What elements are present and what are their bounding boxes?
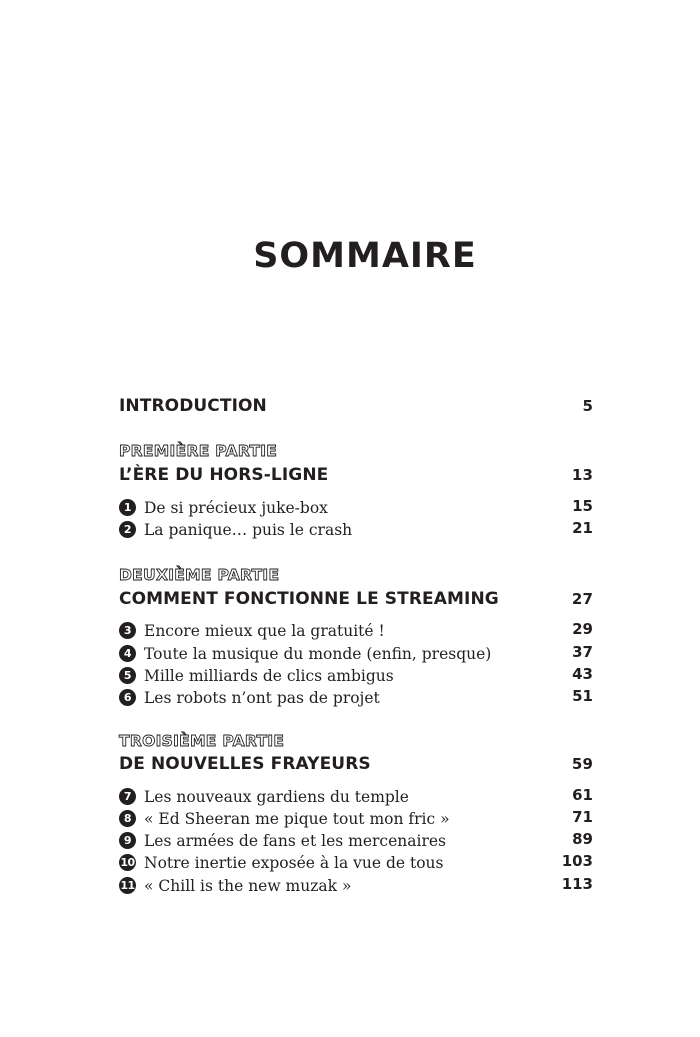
- page-number: 71: [572, 808, 593, 826]
- chapter-title: Les armées de fans et les mercenaires: [144, 831, 446, 850]
- toc-entry-part[interactable]: [119, 754, 593, 774]
- toc-entry-chapter[interactable]: [119, 875, 593, 895]
- page-number: 113: [561, 875, 593, 893]
- toc-entry-chapter[interactable]: [119, 620, 593, 640]
- page-number: 103: [561, 852, 593, 870]
- entry-title: L’ÈRE DU HORS-LIGNE: [119, 465, 329, 485]
- page-number: 61: [572, 786, 593, 804]
- chapter-number-badge: 7: [119, 788, 136, 805]
- chapter-title: Les nouveaux gardiens du temple: [144, 787, 409, 806]
- page-number: 37: [572, 643, 593, 661]
- chapter-number-badge: 6: [119, 689, 136, 706]
- page-number: 43: [572, 665, 593, 683]
- toc-entry-chapter[interactable]: [119, 786, 593, 806]
- chapter-title: Encore mieux que la gratuité !: [144, 621, 385, 640]
- chapter-number-badge: 8: [119, 810, 136, 827]
- page-number: 5: [582, 397, 593, 415]
- page-number: 15: [572, 497, 593, 515]
- toc-entry-part[interactable]: [119, 589, 593, 609]
- chapter-number-badge: 1: [119, 499, 136, 516]
- toc-entry-chapter[interactable]: [119, 687, 593, 707]
- chapter-number-badge: 5: [119, 667, 136, 684]
- chapter-title: La panique… puis le crash: [144, 520, 353, 539]
- entry-title: DE NOUVELLES FRAYEURS: [119, 754, 371, 774]
- entry-title: INTRODUCTION: [119, 396, 267, 416]
- chapter-number-badge: 2: [119, 521, 136, 538]
- entry-title: COMMENT FONCTIONNE LE STREAMING: [119, 589, 499, 609]
- chapter-number-badge: 4: [119, 645, 136, 662]
- chapter-title: Mille milliards de clics ambigus: [144, 666, 394, 685]
- toc-entry-chapter[interactable]: [119, 852, 593, 872]
- chapter-number-badge: 3: [119, 622, 136, 639]
- part-label: DEUXIÈME PARTIE: [119, 566, 280, 584]
- chapter-title: Toute la musique du monde (enfin, presque): [144, 644, 492, 663]
- page-number: 89: [572, 830, 593, 848]
- chapter-title: « Ed Sheeran me pique tout mon fric »: [144, 809, 450, 828]
- chapter-number-badge: 9: [119, 832, 136, 849]
- page-number: 29: [572, 620, 593, 638]
- chapter-number-badge: 11: [120, 879, 135, 892]
- toc-entry-introduction[interactable]: [119, 396, 593, 416]
- part-label: PREMIÈRE PARTIE: [119, 442, 278, 460]
- chapter-title: Notre inertie exposée à la vue de tous: [144, 853, 444, 872]
- page-title: SOMMAIRE: [253, 236, 477, 276]
- page-number: 21: [572, 519, 593, 537]
- page-number: 13: [571, 466, 593, 484]
- page-number: 27: [571, 590, 593, 608]
- chapter-title: Les robots n’ont pas de projet: [144, 688, 380, 707]
- part-label: TROISIÈME PARTIE: [119, 732, 285, 750]
- chapter-title: « Chill is the new muzak »: [144, 876, 352, 895]
- chapter-title: De si précieux juke-box: [144, 498, 328, 517]
- toc-entry-chapter[interactable]: [119, 665, 593, 685]
- toc-entry-chapter[interactable]: [119, 643, 593, 663]
- page-number: 59: [571, 755, 593, 773]
- chapter-number-badge: 10: [120, 856, 135, 869]
- toc-entry-chapter[interactable]: [119, 497, 593, 517]
- toc-entry-chapter[interactable]: [119, 830, 593, 850]
- page-number: 51: [572, 687, 593, 705]
- toc-entry-chapter[interactable]: [119, 808, 593, 828]
- toc-entry-chapter[interactable]: [119, 519, 593, 539]
- toc-entry-part[interactable]: [119, 465, 593, 485]
